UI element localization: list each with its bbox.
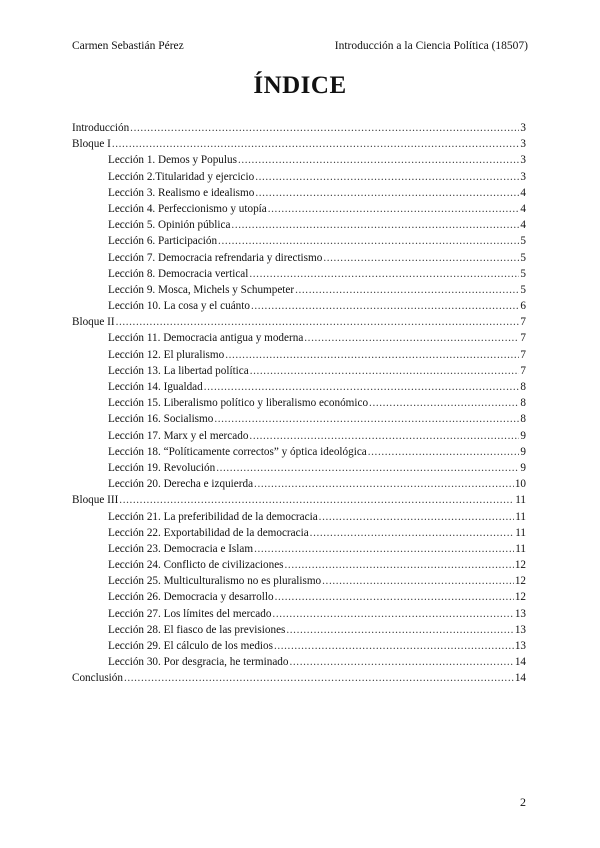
toc-entry-label: Lección 10. La cosa y el cuánto (108, 300, 250, 313)
toc-entry-page: 6 (520, 300, 526, 313)
toc-dot-leader (286, 622, 513, 638)
table-of-contents (72, 120, 526, 687)
toc-entry[interactable] (72, 395, 526, 411)
toc-entry-label: Lección 28. El fiasco de las previsiones (108, 623, 286, 636)
toc-entry-page: 3 (520, 122, 526, 134)
toc-dot-leader (254, 541, 514, 557)
toc-dot-leader (119, 492, 514, 508)
toc-entry-label: Conclusión (72, 672, 123, 685)
toc-entry[interactable] (72, 654, 526, 670)
toc-entry[interactable] (72, 428, 526, 444)
toc-entry-page: 4 (520, 202, 526, 215)
toc-entry-label: Lección 3. Realismo e idealismo (108, 186, 255, 199)
toc-entry-label: Lección 17. Marx y el mercado (108, 429, 249, 442)
toc-entry-label: Lección 12. El pluralismo (108, 348, 225, 361)
toc-entry-page: 5 (520, 251, 526, 264)
toc-dot-leader (249, 266, 519, 282)
toc-entry-page: 5 (520, 267, 526, 280)
toc-entry-page: 7 (520, 316, 526, 329)
toc-entry-label: Lección 11. Democracia antigua y moderna (108, 332, 304, 345)
toc-entry-label: Lección 20. Derecha e izquierda (108, 478, 254, 491)
toc-entry-page: 14 (514, 656, 526, 669)
toc-entry-page: 11 (515, 542, 526, 555)
toc-entry[interactable] (72, 169, 526, 185)
toc-dot-leader (250, 363, 520, 379)
toc-entry-label: Lección 5. Opinión pública (108, 219, 231, 232)
toc-entry-page: 5 (520, 235, 526, 248)
toc-dot-leader (130, 120, 519, 136)
toc-entry[interactable] (72, 217, 526, 233)
toc-entry[interactable] (72, 250, 526, 266)
page-header (72, 40, 528, 52)
toc-entry[interactable] (72, 379, 526, 395)
toc-entry-page: 3 (520, 170, 526, 183)
toc-entry-label: Bloque I (72, 138, 111, 151)
page-number: 2 (520, 795, 526, 809)
toc-dot-leader (272, 606, 513, 622)
toc-entry-page: 7 (520, 364, 526, 377)
toc-entry-page: 12 (514, 559, 526, 572)
toc-entry-label: Lección 30. Por desgracia, he terminado (108, 656, 289, 669)
toc-dot-leader (368, 444, 520, 460)
toc-entry-page: 4 (520, 186, 526, 199)
toc-entry-label: Lección 9. Mosca, Michels y Schumpeter (108, 283, 295, 296)
page-title: ÍNDICE (253, 72, 347, 99)
toc-entry-page: 13 (514, 607, 526, 620)
toc-entry[interactable] (72, 120, 526, 136)
toc-entry-page: 13 (514, 623, 526, 636)
toc-entry-page: 7 (520, 348, 526, 361)
toc-entry-label: Lección 24. Conflicto de civilizaciones (108, 559, 284, 572)
toc-dot-leader (369, 395, 519, 411)
toc-entry-label: Lección 7. Democracia refrendaria y directismo (108, 251, 323, 264)
toc-entry[interactable] (72, 444, 526, 460)
toc-dot-leader (274, 638, 514, 654)
toc-dot-leader (112, 136, 520, 152)
toc-entry-page: 9 (520, 445, 526, 458)
toc-entry-label: Lección 18. “Políticamente correctos” y óptica ideológica (108, 445, 367, 458)
toc-dot-leader (268, 201, 520, 217)
toc-entry-label: Lección 6. Participación (108, 235, 218, 248)
toc-entry[interactable] (72, 233, 526, 249)
toc-entry-label: Lección 26. Democracia y desarrollo (108, 591, 274, 604)
toc-entry-page: 8 (520, 381, 526, 393)
toc-entry-page: 4 (520, 219, 526, 232)
toc-entry-label: Lección 1. Demos y Populus (108, 154, 237, 167)
toc-entry-page: 8 (520, 397, 526, 410)
toc-entry[interactable] (72, 201, 526, 217)
toc-dot-leader (304, 330, 519, 346)
toc-dot-leader (238, 152, 519, 168)
toc-entry[interactable] (72, 670, 526, 686)
toc-entry[interactable] (72, 363, 526, 379)
toc-entry-page: 9 (520, 429, 526, 442)
toc-entry[interactable] (72, 330, 526, 346)
toc-entry-page: 9 (520, 461, 526, 474)
toc-dot-leader (231, 217, 519, 233)
toc-dot-leader (275, 589, 514, 605)
toc-entry-page: 12 (514, 575, 526, 588)
toc-dot-leader (255, 169, 519, 185)
toc-entry[interactable] (72, 525, 526, 541)
toc-dot-leader (249, 428, 519, 444)
toc-entry-label: Lección 19. Revolución (108, 461, 216, 474)
toc-entry[interactable] (72, 509, 526, 525)
toc-entry-label: Bloque III (72, 494, 119, 507)
toc-entry[interactable] (72, 282, 526, 298)
toc-entry[interactable] (72, 136, 526, 152)
toc-dot-leader (216, 460, 519, 476)
toc-entry-label: Lección 13. La libertad política (108, 364, 249, 377)
toc-entry-label: Lección 8. Democracia vertical (108, 267, 249, 280)
toc-entry-page: 5 (520, 283, 526, 296)
toc-dot-leader (218, 233, 519, 249)
toc-entry-page: 13 (514, 640, 526, 652)
toc-entry[interactable] (72, 314, 526, 330)
toc-entry[interactable] (72, 476, 526, 492)
toc-entry-label: Lección 27. Los límites del mercado (108, 607, 272, 620)
toc-entry-label: Lección 25. Multiculturalismo no es pluralismo (108, 575, 322, 588)
toc-entry[interactable] (72, 622, 526, 638)
toc-dot-leader (295, 282, 519, 298)
toc-dot-leader (290, 654, 514, 670)
toc-entry-label: Lección 29. El cálculo de los medios (108, 640, 273, 652)
toc-entry[interactable] (72, 573, 526, 589)
toc-entry-label: Lección 16. Socialismo (108, 413, 214, 426)
toc-entry-label: Lección 15. Liberalismo político y liberalismo económico (108, 397, 369, 410)
toc-entry[interactable] (72, 541, 526, 557)
toc-entry[interactable] (72, 606, 526, 622)
toc-entry-page: 7 (520, 332, 526, 345)
toc-entry[interactable] (72, 298, 526, 314)
toc-entry-page: 11 (515, 526, 526, 539)
toc-entry-page: 14 (514, 672, 526, 685)
toc-dot-leader (322, 573, 514, 589)
toc-dot-leader (323, 250, 519, 266)
toc-dot-leader (251, 298, 519, 314)
toc-entry[interactable] (72, 460, 526, 476)
toc-entry[interactable] (72, 638, 526, 654)
toc-entry-page: 11 (515, 494, 526, 507)
toc-entry-page: 8 (520, 413, 526, 426)
toc-entry[interactable] (72, 557, 526, 573)
toc-dot-leader (254, 476, 514, 492)
toc-entry[interactable] (72, 152, 526, 168)
toc-entry[interactable] (72, 589, 526, 605)
toc-entry[interactable] (72, 266, 526, 282)
toc-entry[interactable] (72, 492, 526, 508)
toc-dot-leader (204, 379, 520, 395)
toc-dot-leader (116, 314, 520, 330)
toc-entry-page: 11 (515, 510, 526, 523)
header-course: Introducción a la Ciencia Política (18507) (334, 40, 528, 52)
toc-entry[interactable] (72, 185, 526, 201)
toc-entry-page: 3 (520, 154, 526, 167)
toc-entry-label: Bloque II (72, 316, 115, 329)
toc-entry-page: 3 (520, 138, 526, 151)
toc-entry[interactable] (72, 347, 526, 363)
toc-entry-label: Lección 2.Titularidad y ejercicio (108, 170, 255, 183)
toc-dot-leader (285, 557, 514, 573)
toc-entry[interactable] (72, 411, 526, 427)
toc-entry-label: Introducción (72, 122, 130, 134)
toc-entry-label: Lección 22. Exportabilidad de la democracia (108, 526, 309, 539)
toc-dot-leader (255, 185, 519, 201)
toc-dot-leader (214, 411, 519, 427)
toc-entry-page: 10 (514, 478, 526, 491)
toc-dot-leader (319, 509, 515, 525)
toc-entry-label: Lección 14. Igualdad (108, 381, 203, 393)
toc-entry-page: 12 (514, 591, 526, 604)
toc-entry-label: Lección 21. La preferibilidad de la democracia (108, 510, 318, 523)
toc-entry-label: Lección 23. Democracia e Islam (108, 542, 254, 555)
toc-dot-leader (225, 347, 519, 363)
header-author: Carmen Sebastián Pérez (72, 40, 184, 52)
toc-dot-leader (310, 525, 515, 541)
toc-dot-leader (124, 670, 514, 686)
toc-entry-label: Lección 4. Perfeccionismo y utopía (108, 202, 267, 215)
